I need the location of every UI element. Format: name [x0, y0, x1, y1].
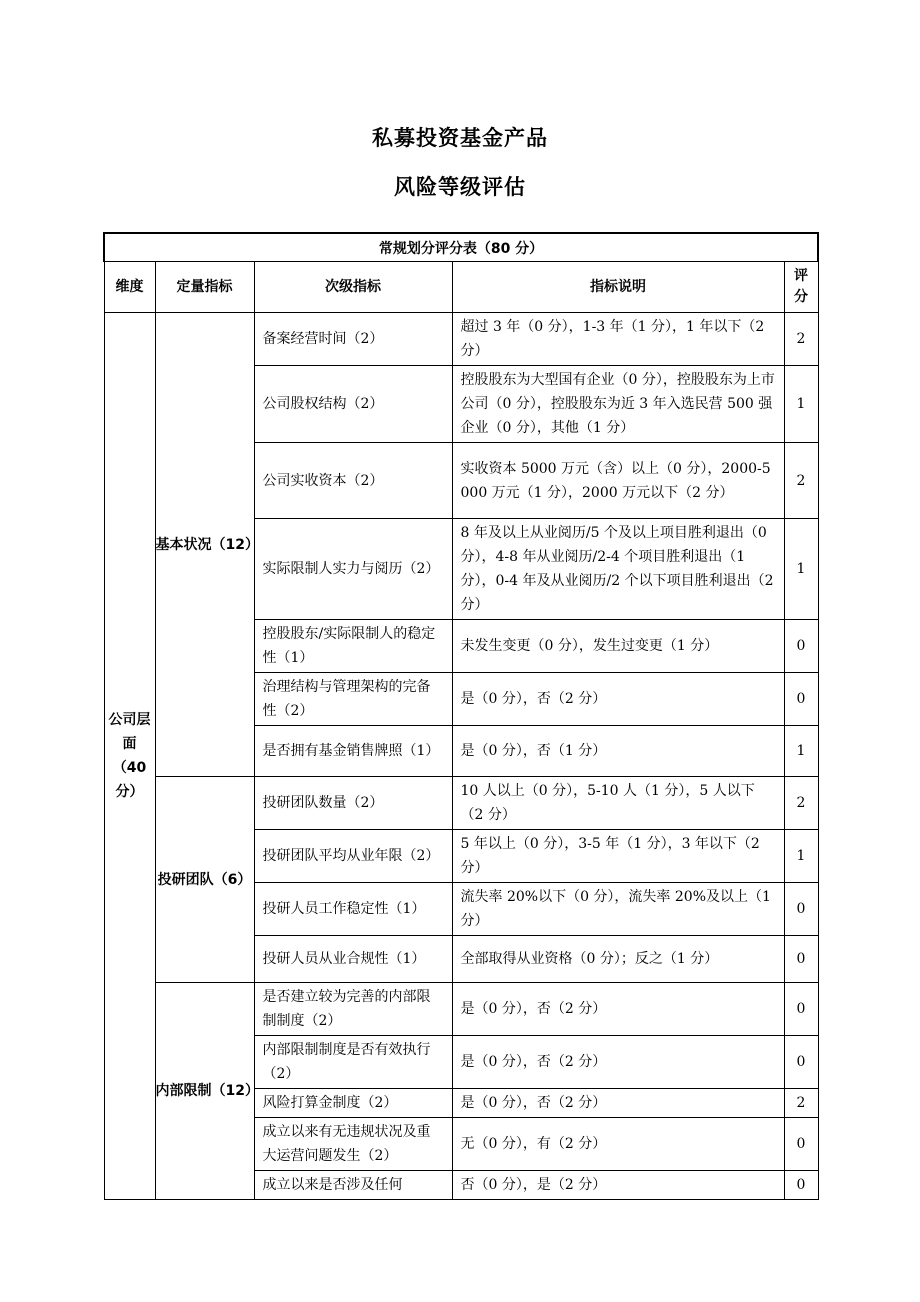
indicator-description: 是（0 分），否（2 分） — [452, 983, 784, 1036]
sub-indicator: 公司股权结构（2） — [254, 366, 452, 443]
table-caption: 常规划分评分表（80 分） — [104, 233, 818, 262]
sub-indicator: 实际限制人实力与阅历（2） — [254, 519, 452, 620]
indicator-description: 超过 3 年（0 分），1-3 年（1 分），1 年以下（2 分） — [452, 313, 784, 366]
sub-indicator: 风险打算金制度（2） — [254, 1089, 452, 1118]
sub-indicator: 投研人员工作稳定性（1） — [254, 883, 452, 936]
sub-indicator: 成立以来有无违规状况及重大运营问题发生（2） — [254, 1118, 452, 1171]
header-dimension: 维度 — [104, 262, 155, 313]
header-score: 评分 — [784, 262, 818, 313]
score-value: 1 — [784, 366, 818, 443]
indicator-description: 未发生变更（0 分），发生过变更（1 分） — [452, 620, 784, 673]
indicator-description: 是（0 分），否（2 分） — [452, 1036, 784, 1089]
group-internal-control: 内部限制（12） — [155, 983, 254, 1200]
score-value: 0 — [784, 1118, 818, 1171]
score-value: 2 — [784, 1089, 818, 1118]
sub-indicator: 是否拥有基金销售牌照（1） — [254, 726, 452, 777]
score-value: 1 — [784, 726, 818, 777]
indicator-description: 8 年及以上从业阅历/5 个及以上项目胜利退出（0 分），4-8 年从业阅历/2-4 个项目胜利退出（1 分），0-4 年及从业阅历/2 个以下项目胜利退出（2 分） — [452, 519, 784, 620]
sub-indicator: 是否建立较为完善的内部限制制度（2） — [254, 983, 452, 1036]
sub-indicator: 投研团队数量（2） — [254, 777, 452, 830]
sub-indicator: 控股股东/实际限制人的稳定性（1） — [254, 620, 452, 673]
indicator-description: 5 年以上（0 分），3-5 年（1 分），3 年以下（2 分） — [452, 830, 784, 883]
score-value: 0 — [784, 620, 818, 673]
sub-indicator: 内部限制制度是否有效执行（2） — [254, 1036, 452, 1089]
score-value: 2 — [784, 313, 818, 366]
score-value: 2 — [784, 777, 818, 830]
sub-indicator: 备案经营时间（2） — [254, 313, 452, 366]
score-value: 2 — [784, 443, 818, 519]
sub-indicator: 投研团队平均从业年限（2） — [254, 830, 452, 883]
page-subtitle: 风险等级评估 — [394, 175, 526, 199]
group-research-team: 投研团队（6） — [155, 777, 254, 983]
sub-indicator: 成立以来是否涉及任何 — [254, 1171, 452, 1200]
indicator-description: 全部取得从业资格（0 分）；反之（1 分） — [452, 936, 784, 983]
score-value: 0 — [784, 983, 818, 1036]
sub-indicator: 公司实收资本（2） — [254, 443, 452, 519]
risk-score-table — [103, 232, 819, 1200]
indicator-description: 是（0 分），否（2 分） — [452, 1089, 784, 1118]
header-sub-indicator: 次级指标 — [254, 262, 452, 313]
dimension-company-level: 公司层面（40分） — [104, 313, 155, 1200]
sub-indicator: 投研人员从业合规性（1） — [254, 936, 452, 983]
sub-indicator: 治理结构与管理架构的完备性（2） — [254, 673, 452, 726]
indicator-description: 无（0 分），有（2 分） — [452, 1118, 784, 1171]
indicator-description: 流失率 20%以下（0 分），流失率 20%及以上（1 分） — [452, 883, 784, 936]
indicator-description: 实收资本 5000 万元（含）以上（0 分），2000-5000 万元（1 分），2000 万元以下（2 分） — [452, 443, 784, 519]
indicator-description: 否（0 分），是（2 分） — [452, 1171, 784, 1200]
score-value: 1 — [784, 519, 818, 620]
indicator-description: 10 人以上（0 分），5-10 人（1 分），5 人以下（2 分） — [452, 777, 784, 830]
header-indicator: 定量指标 — [155, 262, 254, 313]
score-value: 0 — [784, 936, 818, 983]
score-value: 0 — [784, 673, 818, 726]
score-value: 1 — [784, 830, 818, 883]
score-value: 0 — [784, 883, 818, 936]
score-value: 0 — [784, 1171, 818, 1200]
header-description: 指标说明 — [452, 262, 784, 313]
score-value: 0 — [784, 1036, 818, 1089]
group-basic-status: 基本状况（12） — [155, 313, 254, 777]
indicator-description: 是（0 分），否（2 分） — [452, 673, 784, 726]
indicator-description: 是（0 分），否（1 分） — [452, 726, 784, 777]
indicator-description: 控股股东为大型国有企业（0 分），控股股东为上市公司（0 分），控股股东为近 3 年入选民营 500 强企业（0 分），其他（1 分） — [452, 366, 784, 443]
page-title: 私募投资基金产品 — [372, 126, 548, 150]
